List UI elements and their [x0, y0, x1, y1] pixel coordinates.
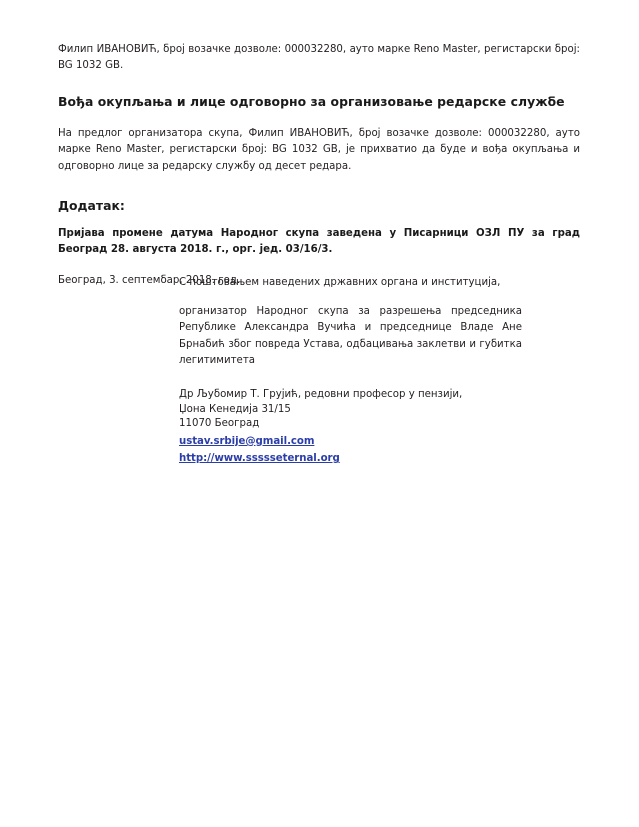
intro-paragraph: Филип ИВАНОВИЋ, број возачке дозволе: 000032280, ауто марке Reno Master, регистарски број: BG 1032 GB.: [58, 44, 580, 72]
website-row: [179, 449, 522, 467]
signature-block: [179, 275, 522, 467]
website-link[interactable]: http://www.ssssseternal.org: [179, 453, 340, 465]
leader-paragraph: На предлог организатора скупа, Филип ИВАНОВИЋ, број возачке дозволе: 000032280, ауто марке Reno Master, регистарски број: BG 1032 GB, је прихватио да буде и вођа окупљања и одговорно лице за редарску службу од десет редара.: [58, 127, 580, 172]
heading-gathering-leader: Вођа окупљања и лице одговорно за организовање редарске службе: [58, 93, 565, 109]
document-body: [58, 42, 580, 289]
appendix-paragraph: Пријава промене датума Народног скупа заведена у Писарници ОЗЛ ПУ за град Београд 28. августа 2018. г., орг. јед. 03/16/3.: [58, 228, 580, 256]
place-and-date: Београд, 3. септембар, 2018. год.: [58, 274, 241, 286]
signatory-city: 11070 Београд: [179, 418, 260, 430]
organizer-role-paragraph: организатор Народног скупа за разрешења председника Републике Александра Вучића и председнице Владе Ане Брнабић због повреда Устава, одбацивања заклетви и губитка легитимитета: [179, 305, 522, 367]
closing-salutation: С поштовањем наведених државних органа и институција,: [179, 277, 501, 288]
spacer: [58, 175, 580, 197]
spacer: [179, 292, 522, 304]
heading-appendix: Додатак:: [58, 198, 125, 214]
signatory-street: Џона Кенедија 31/15: [179, 403, 291, 415]
spacer: [58, 259, 580, 273]
signatory-name: Др Љубомир Т. Грујић, редовни професор у пензији,: [179, 388, 463, 400]
spacer: [58, 110, 580, 126]
email-link[interactable]: ustav.srbije@gmail.com: [179, 435, 315, 447]
spacer: [179, 370, 522, 388]
email-row: [179, 432, 522, 450]
spacer: [58, 214, 580, 226]
spacer: [58, 75, 580, 93]
